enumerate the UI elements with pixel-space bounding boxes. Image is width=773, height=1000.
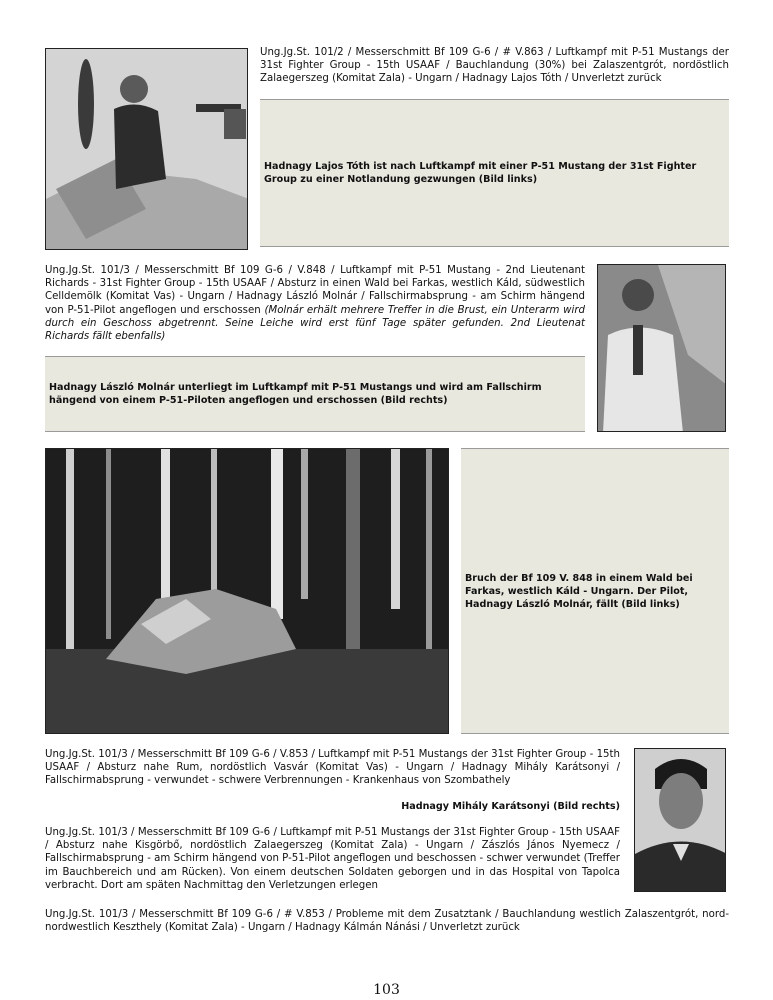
pilot-portrait-photo <box>597 264 726 432</box>
entry-6-text: Ung.Jg.St. 101/3 / Messerschmitt Bf 109 G-6 / # V.853 / Probleme mit dem Zusatztank / Bauchlandung westlich Zalaszentgrót, nord-nordwestlich Keszthely (Komitat Zala) - Ungarn / Hadnagy Kálmán Nánási / Unverletzt zurück <box>45 909 729 934</box>
officer-portrait-illustration <box>635 749 726 892</box>
entry-1-text: Ung.Jg.St. 101/2 / Messerschmitt Bf 109 G-6 / # V.863 / Luftkampf mit P-51 Mustangs der 31st Fighter Group - 15th USAAF / Bauchlandung (30%) bei Zalaszentgrót, nordöstlich Zalaegerszeg (Komitat Zala) - Ungarn / Hadnagy Lajos Tóth / Unverletzt zurück <box>260 47 729 85</box>
pilot-in-cockpit-photo <box>45 48 248 250</box>
cockpit-scene-illustration <box>46 49 248 250</box>
entry-5-text: Ung.Jg.St. 101/3 / Messerschmitt Bf 109 G-6 / Luftkampf mit P-51 Mustangs der 31st Fighter Group - 15th USAAF / Absturz nahe Kisgörbő, nordöstlich Zalaegerszeg (Komitat Zala) - Ungarn / Zászlós János Nyemecz / Fallschirmabsprung - am Schirm hängend von P-51-Pilot angeflogen und beschossen - schwer verwundet (Treffer im Bauchbereich und am Rücken). Von einem deutschen Soldaten geborgen und in das Hospital von Tapolca verbracht. Dort am späten Nachmittag den Verletzungen erlegen <box>45 827 620 891</box>
entry-4-caption: Hadnagy Mihály Karátsonyi (Bild rechts) <box>401 801 620 812</box>
entry-2-italic-note: (Molnár erhält mehrere Treffer in die Brust, ein Unterarm wird durch ein Geschoss abgetrennt. Seine Leiche wird erst fünf Tage später gefunden. 2nd Lieutenat Richards fällt ebenfalls) <box>45 304 586 343</box>
entry-1-caption: Hadnagy Lajos Tóth ist nach Luftkampf mit einer P-51 Mustang der 31st Fighter Group zu einer Notlandung gezwungen (Bild links) <box>264 161 697 185</box>
entry-3-caption: Bruch der Bf 109 V. 848 in einem Wald bei Farkas, westlich Káld - Ungarn. Der Pilot, Hadnagy László Molnár, fällt (Bild links) <box>465 572 693 610</box>
portrait-scene-illustration <box>598 265 726 432</box>
entry-2-text <box>45 264 585 343</box>
wreck-in-forest-photo <box>45 448 449 734</box>
entry-2-main-text: Ung.Jg.St. 101/3 / Messerschmitt Bf 109 G-6 / V.848 / Luftkampf mit P-51 Mustang - 2nd Lieutenant Richards - 31st Fighter Group - 15th USAAF / Absturz in einen Wald bei Farkas, westlich Káld, südwestlich Celldemölk (Komitat Vas) - Ungarn / Hadnagy László Molnár / Fallschirmabsprung - am Schirm hängend von P-51-Pilot angeflogen und erschossen <box>45 265 585 316</box>
entry-2-caption-box <box>45 356 585 432</box>
entry-4-text: Ung.Jg.St. 101/3 / Messerschmitt Bf 109 G-6 / V.853 / Luftkampf mit P-51 Mustangs der 31st Fighter Group - 15th USAAF / Absturz nahe Rum, nordöstlich Vasvár (Komitat Vas) - Ungarn / Hadnagy Mihály Karátsonyi / Fallschirmabsprung - verwundet - schwere Verbrennungen - Krankenhaus von Szombathely <box>45 749 620 787</box>
officer-portrait-photo <box>634 748 726 892</box>
entry-3-caption-box <box>461 448 729 734</box>
page-number: 103 <box>373 982 400 998</box>
entry-1-caption-box <box>260 99 729 247</box>
entry-2-caption: Hadnagy László Molnár unterliegt im Luftkampf mit P-51 Mustangs und wird am Fallschirm hängend von einem P-51-Piloten angeflogen und erschossen (Bild rechts) <box>49 382 542 406</box>
forest-wreck-illustration <box>46 449 449 734</box>
